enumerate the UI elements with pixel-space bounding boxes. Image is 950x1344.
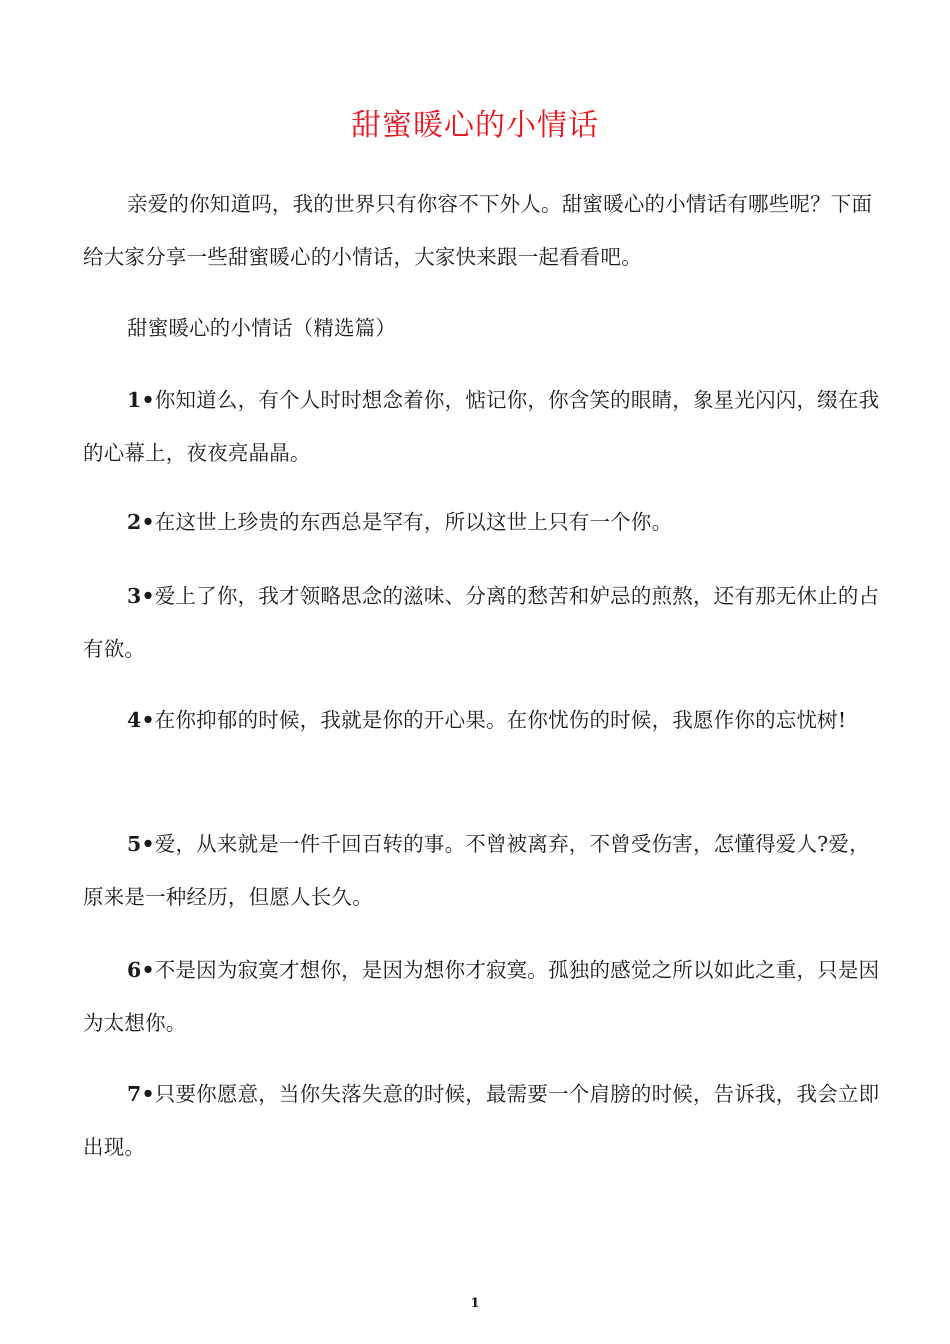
list-item — [83, 1068, 883, 1174]
item-number: 3• — [127, 584, 155, 608]
section-heading: 甜蜜暖心的小情话（精选篇） — [127, 316, 397, 340]
item-number: 2• — [127, 510, 155, 534]
page-number: 1 — [470, 1296, 480, 1311]
item-text: 你知道么，有个人时时想念着你，惦记你，你含笑的眼睛，象星光闪闪，缀在我的心幕上，夜夜亮晶晶。 — [83, 388, 880, 465]
list-item — [83, 374, 883, 480]
list-item — [83, 570, 883, 676]
item-text: 只要你愿意，当你失落失意的时候，最需要一个肩膀的时候，告诉我，我会立即出现。 — [83, 1082, 880, 1159]
item-text: 不是因为寂寞才想你，是因为想你才寂寞。孤独的感觉之所以如此之重，只是因为太想你。 — [83, 958, 880, 1035]
list-item — [83, 496, 883, 549]
item-text: 爱，从来就是一件千回百转的事。不曾被离弃，不曾受伤害，怎懂得爱人?爱，原来是一种经历，但愿人长久。 — [83, 832, 870, 909]
list-item — [83, 944, 883, 1050]
item-number: 6• — [127, 958, 155, 982]
item-text: 在你抑郁的时候，我就是你的开心果。在你忧伤的时候，我愿作你的忘忧树! — [154, 708, 847, 732]
item-number: 7• — [127, 1082, 155, 1106]
item-number: 5• — [127, 832, 155, 856]
item-number: 4• — [127, 708, 155, 732]
item-text: 爱上了你，我才领略思念的滋味、分离的愁苦和妒忌的煎熬，还有那无休止的占有欲。 — [83, 584, 880, 661]
item-number: 1• — [127, 388, 155, 412]
list-item — [83, 694, 883, 747]
document-title: 甜蜜暖心的小情话 — [351, 108, 599, 143]
list-item — [83, 818, 883, 924]
intro-paragraph: 亲爱的你知道吗，我的世界只有你容不下外人。甜蜜暖心的小情话有哪些呢？下面给大家分享一些甜蜜暖心的小情话，大家快来跟一起看看吧。 — [83, 192, 873, 269]
item-text: 在这世上珍贵的东西总是罕有，所以这世上只有一个你。 — [154, 510, 673, 534]
